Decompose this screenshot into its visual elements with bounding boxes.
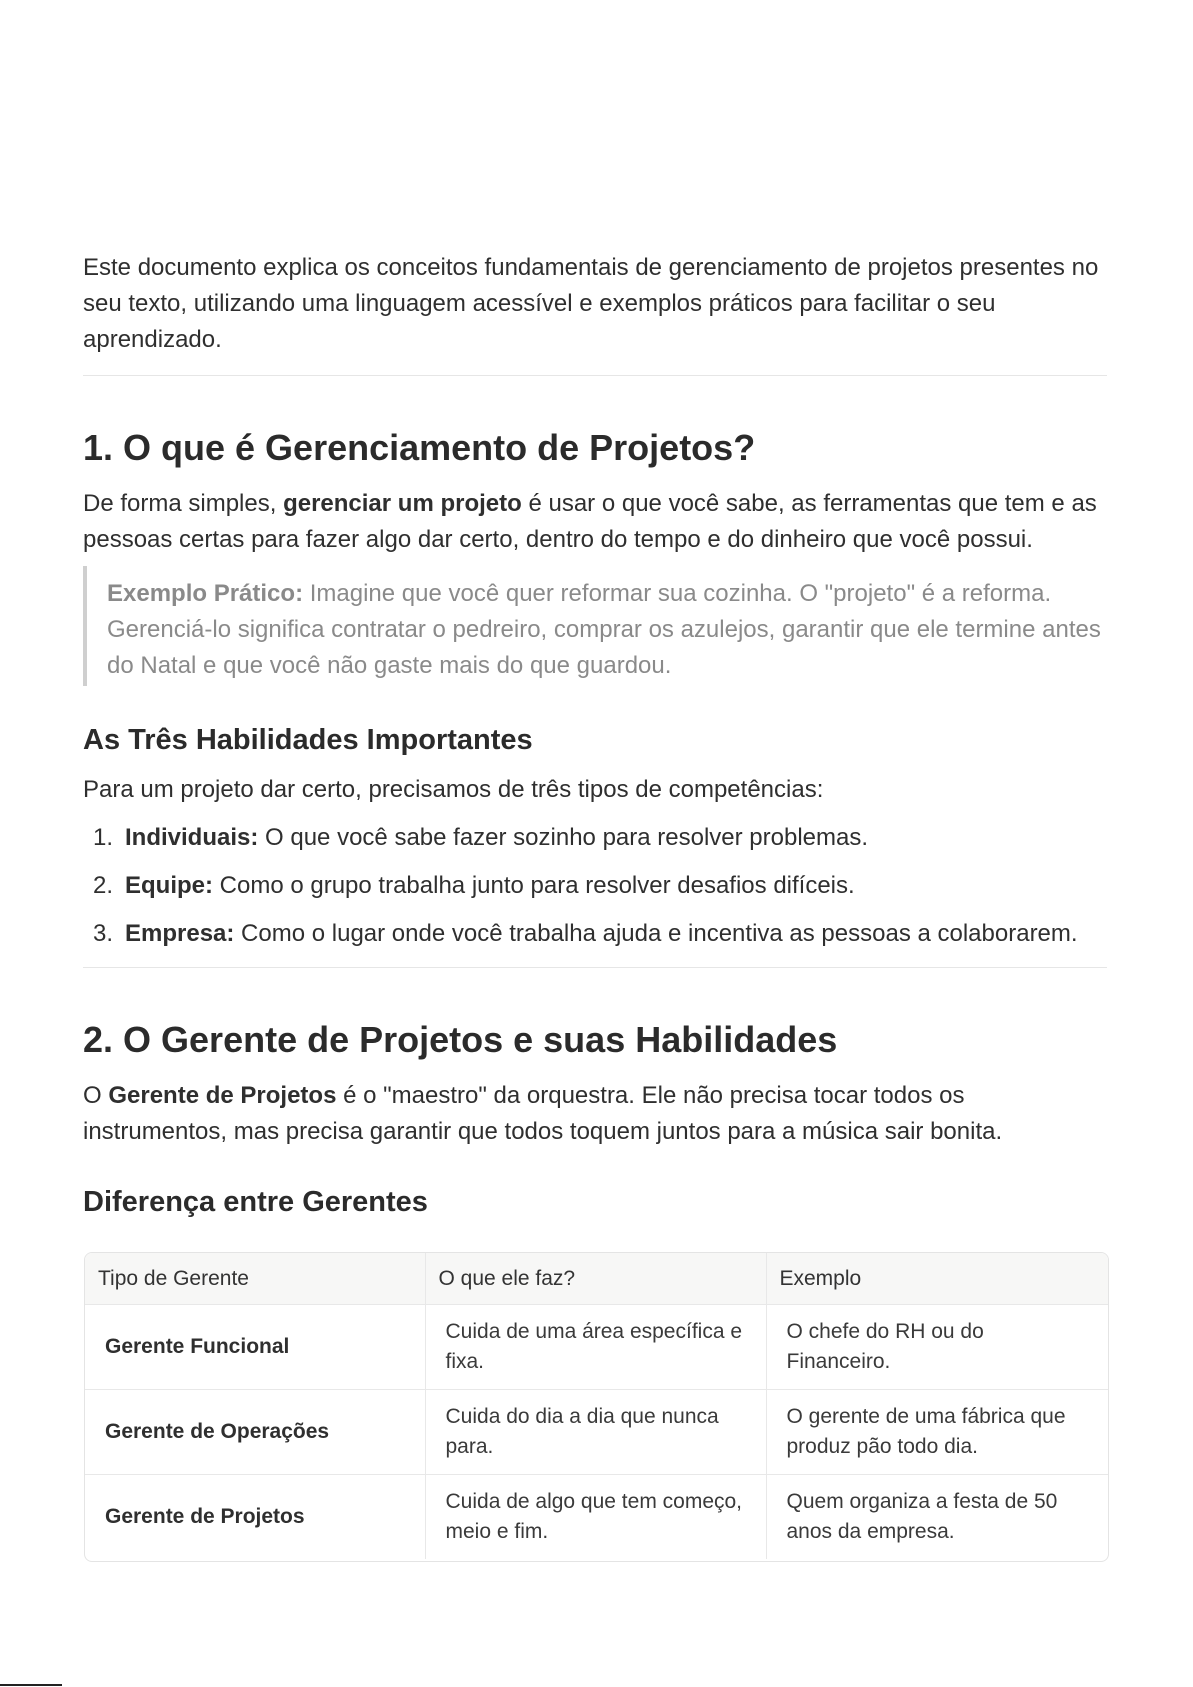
table-cell: Cuida de algo que tem começo, meio e fim.: [425, 1475, 766, 1560]
managers-subheading: Diferença entre Gerentes: [83, 1186, 428, 1218]
section-2-para-bold: Gerente de Projetos: [108, 1082, 337, 1109]
table-cell: O chefe do RH ou do Financeiro.: [766, 1305, 1108, 1390]
list-item: [83, 868, 1107, 916]
list-item: [83, 820, 1107, 868]
skills-subheading: As Três Habilidades Importantes: [83, 724, 533, 756]
list-item-number: 1.: [93, 824, 114, 851]
section-1-paragraph: [83, 486, 1107, 558]
intro-paragraph: Este documento explica os conceitos fundamentais de gerenciamento de projetos presentes no seu texto, utilizando uma linguagem acessível e exemplos práticos para facilitar o seu aprendizado.: [83, 254, 1099, 353]
list-item-text: Como o grupo trabalha junto para resolver desafios difíceis.: [213, 872, 855, 899]
table-header-cell: Tipo de Gerente: [85, 1253, 425, 1305]
list-item-number: 2.: [93, 872, 114, 899]
section-1-para-rest: é usar o que você sabe, as ferramentas que tem e as pessoas certas para fazer algo dar certo, dentro do tempo e do dinheiro que você possui.: [83, 490, 1097, 553]
table-cell: Gerente de Operações: [85, 1390, 425, 1475]
table-header-row: [85, 1253, 1108, 1305]
section-2-title: 2. O Gerente de Projetos e suas Habilidades: [83, 1019, 838, 1060]
skills-intro: Para um projeto dar certo, precisamos de três tipos de competências:: [83, 776, 824, 803]
section-divider: [83, 375, 1107, 376]
section-2-para-prefix: O: [83, 1082, 109, 1109]
table-cell: O gerente de uma fábrica que produz pão todo dia.: [766, 1390, 1108, 1475]
list-item: [83, 916, 1107, 964]
list-item-label: Individuais:: [125, 824, 259, 851]
table-cell: Gerente Funcional: [85, 1305, 425, 1390]
list-item-text: Como o lugar onde você trabalha ajuda e incentiva as pessoas a colaborarem.: [234, 920, 1078, 947]
table-cell: Quem organiza a festa de 50 anos da empresa.: [786, 1490, 1058, 1543]
table-cell: Cuida do dia a dia que nunca para.: [425, 1390, 766, 1475]
list-item-label: Equipe:: [125, 872, 213, 899]
section-1-para-bold: gerenciar um projeto: [283, 490, 522, 517]
blockquote-body: Imagine que você quer reformar sua cozinha. O "projeto" é a reforma. Gerenciá-lo significa contratar o pedreiro, comprar os azulejos, garantir que ele termine antes do Natal e que você não gaste mais do que guardou.: [107, 580, 1101, 679]
managers-table: [84, 1252, 1109, 1562]
skills-list: [83, 820, 1107, 964]
blockquote-text: [107, 576, 1107, 684]
blockquote-label: Exemplo Prático:: [107, 580, 304, 607]
list-item-number: 3.: [93, 920, 114, 947]
section-1-para-prefix: De forma simples,: [83, 490, 284, 517]
list-item-text: O que você sabe fazer sozinho para resolver problemas.: [258, 824, 869, 851]
section-divider: [83, 967, 1107, 968]
section-2-paragraph: [83, 1078, 1107, 1150]
page-edge-mark: [0, 1684, 62, 1686]
table-row: [85, 1390, 1108, 1475]
table-header-cell: Exemplo: [766, 1253, 1108, 1305]
table-cell: Gerente de Projetos: [85, 1475, 425, 1560]
table-row: [85, 1475, 1108, 1560]
table-cell: Cuida de uma área específica e fixa.: [425, 1305, 766, 1390]
table-header-cell: O que ele faz?: [425, 1253, 766, 1305]
list-item-label: Empresa:: [125, 920, 235, 947]
section-1-title: 1. O que é Gerenciamento de Projetos?: [83, 427, 756, 468]
example-blockquote: [83, 566, 1107, 686]
blockquote-bar: [83, 566, 87, 686]
table-row: [85, 1305, 1108, 1390]
section-2-para-rest: é o "maestro" da orquestra. Ele não precisa tocar todos os instrumentos, mas precisa garantir que todos toquem juntos para a música sair bonita.: [83, 1082, 1003, 1145]
